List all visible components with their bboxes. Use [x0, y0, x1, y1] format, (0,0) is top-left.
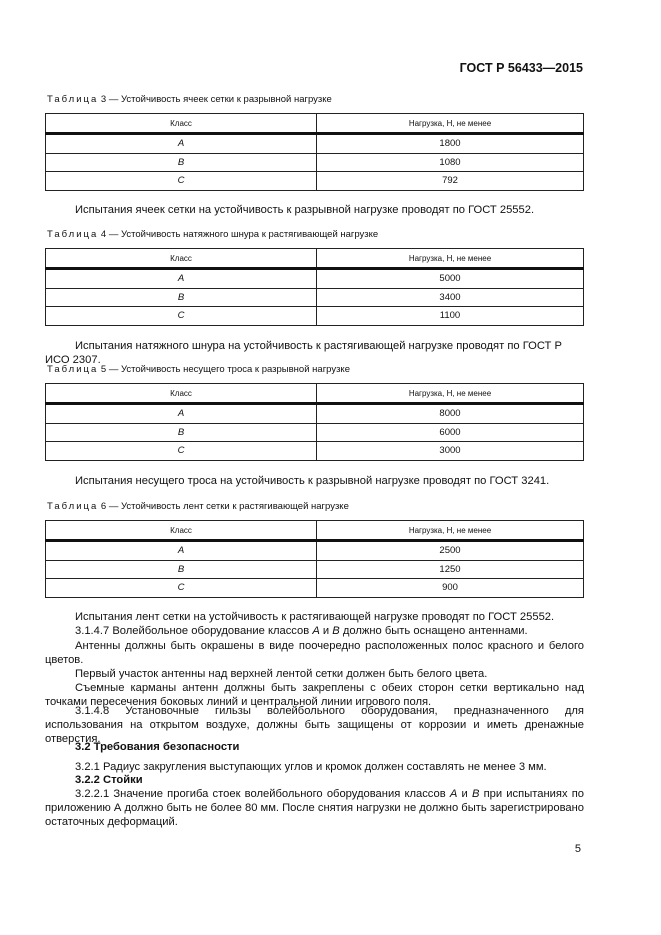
- paragraph-3-2-2-1: [45, 787, 584, 829]
- table-label: Таблица: [47, 364, 99, 375]
- cell-load: 8000: [317, 404, 584, 424]
- table-number: 5: [100, 364, 107, 375]
- page-number: 5: [574, 843, 581, 855]
- header-load: Нагрузка, Н, не менее: [317, 114, 584, 134]
- cell-load: 900: [317, 579, 584, 598]
- class-b: В: [471, 788, 480, 800]
- header-load: Нагрузка, Н, не менее: [317, 521, 584, 541]
- table-row: [46, 307, 584, 326]
- paragraph-3-1-4-8: 3.1.4.8 Установочные гильзы волейбольного оборудования, предназначенного для использования на открытом воздухе, должны быть защищены от коррозии и иметь дренажные отверстия.: [45, 705, 584, 745]
- cell-class: A: [46, 404, 317, 424]
- table-row: [46, 423, 584, 442]
- table-row: [46, 134, 584, 154]
- table-number: 3: [100, 94, 107, 105]
- table-4-caption: [47, 229, 378, 240]
- cell-load: 1100: [317, 307, 584, 326]
- paragraph-antenna-colors: Антенны должны быть окрашены в виде поочередно расположенных полос красного и белого цветов.: [45, 640, 584, 666]
- standard-code: ГОСТ Р 56433—2015: [459, 61, 583, 75]
- header-load: Нагрузка, Н, не менее: [317, 384, 584, 404]
- table-row: [46, 288, 584, 307]
- cell-class: B: [46, 423, 317, 442]
- table-row: [46, 404, 584, 424]
- cell-load: 1080: [317, 153, 584, 172]
- header-class: Класс: [46, 384, 317, 404]
- class-b: В: [332, 625, 340, 637]
- paragraph-antenna-pockets: Съемные карманы антенн должны быть закреплены с обеих сторон сетки вертикально над точками пересечения боковых линий и центральной линии игрового поля.: [45, 682, 584, 708]
- cell-load: 792: [317, 172, 584, 191]
- table-row: [46, 153, 584, 172]
- table-4: [45, 248, 584, 326]
- cell-load: 1800: [317, 134, 584, 154]
- cell-class: B: [46, 560, 317, 579]
- table-3-caption: [47, 94, 332, 105]
- table-label: Таблица: [47, 94, 99, 105]
- cell-class: A: [46, 134, 317, 154]
- paragraph-antenna-first-segment: Первый участок антенны над верхней лентой сетки должен быть белого цвета.: [75, 668, 488, 680]
- table-title: — Устойчивость ячеек сетки к разрывной нагрузке: [108, 94, 332, 105]
- table-label: Таблица: [47, 501, 99, 512]
- cell-load: 2500: [317, 541, 584, 561]
- cell-class: B: [46, 288, 317, 307]
- cell-class: A: [46, 541, 317, 561]
- table-3: [45, 113, 584, 191]
- header-class: Класс: [46, 521, 317, 541]
- table-6-caption: [47, 501, 349, 512]
- paragraph-after-table-3: Испытания ячеек сетки на устойчивость к разрывной нагрузке проводят по ГОСТ 25552.: [75, 204, 535, 216]
- table-6: [45, 520, 584, 598]
- section-heading-3-2: 3.2 Требования безопасности: [75, 741, 240, 753]
- class-a: А: [449, 788, 458, 800]
- cell-class: A: [46, 269, 317, 289]
- cell-class: B: [46, 153, 317, 172]
- table-number: 6: [100, 501, 107, 512]
- table-row: [46, 579, 584, 598]
- table-5: [45, 383, 584, 461]
- class-a: А: [312, 625, 320, 637]
- table-row: [46, 560, 584, 579]
- cell-load: 3000: [317, 442, 584, 461]
- subsection-heading-3-2-2: 3.2.2 Стойки: [75, 774, 143, 786]
- cell-class: C: [46, 579, 317, 598]
- header-load: Нагрузка, Н, не менее: [317, 249, 584, 269]
- paragraph-3-2-1: 3.2.1 Радиус закругления выступающих углов и кромок должен составлять не менее 3 мм.: [75, 761, 547, 773]
- table-row: [46, 541, 584, 561]
- paragraph-after-table-5: Испытания несущего троса на устойчивость к разрывной нагрузке проводят по ГОСТ 3241.: [75, 475, 550, 487]
- paragraph-after-table-4: Испытания натяжного шнура на устойчивость к растягивающей нагрузке проводят по ГОСТ Р ИСО 2307.: [45, 340, 562, 366]
- text-run: 3.2.2.1 Значение прогиба стоек волейбольного оборудования классов: [75, 788, 450, 800]
- text-run: и: [457, 788, 472, 800]
- header-class: Класс: [46, 114, 317, 134]
- table-row: [46, 442, 584, 461]
- table-label: Таблица: [47, 229, 99, 240]
- cell-load: 6000: [317, 423, 584, 442]
- cell-load: 1250: [317, 560, 584, 579]
- text-run: 3.1.4.7 Волейбольное оборудование классов: [75, 625, 313, 637]
- cell-class: C: [46, 172, 317, 191]
- paragraph-after-table-6: Испытания лент сетки на устойчивость к растягивающей нагрузке проводят по ГОСТ 25552.: [75, 611, 555, 623]
- table-row: [46, 269, 584, 289]
- table-row: [46, 172, 584, 191]
- table-title: — Устойчивость лент сетки к растягивающей нагрузке: [108, 501, 349, 512]
- table-title: — Устойчивость несущего троса к разрывной нагрузке: [108, 364, 350, 375]
- table-title: — Устойчивость натяжного шнура к растягивающей нагрузке: [108, 229, 379, 240]
- text-run: и: [319, 625, 333, 637]
- cell-class: C: [46, 307, 317, 326]
- header-class: Класс: [46, 249, 317, 269]
- paragraph-3-1-4-7: [45, 624, 584, 638]
- cell-class: C: [46, 442, 317, 461]
- cell-load: 3400: [317, 288, 584, 307]
- table-number: 4: [100, 229, 107, 240]
- text-run: должно быть оснащено антеннами.: [339, 625, 528, 637]
- table-5-caption: [47, 364, 350, 375]
- text-run: при испытаниях по приложению А должно быть не более 80 мм. После снятия нагрузки не должно быть зарегистрировано остаточных деформаций.: [45, 788, 585, 828]
- cell-load: 5000: [317, 269, 584, 289]
